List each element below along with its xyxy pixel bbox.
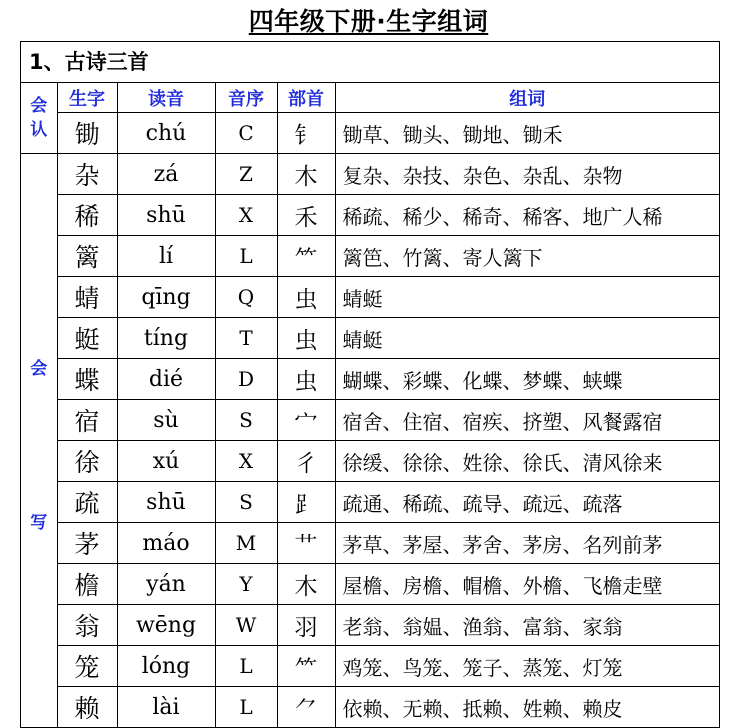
cell-words: 蜻蜓 [335,318,719,359]
table-row [21,318,719,359]
cell-radical: ⺮ [277,646,335,687]
cell-words: 鸡笼、鸟笼、笼子、蒸笼、灯笼 [335,646,719,687]
character-table [21,83,719,728]
table-row [21,646,719,687]
group-label-char: 认 [30,120,48,140]
table-row [21,687,719,728]
cell-radical: 彳 [277,441,335,482]
cell-char: 宿 [57,400,117,441]
cell-words: 徐缓、徐徐、姓徐、徐氏、清风徐来 [335,441,719,482]
group-label-char: 会 [30,359,48,379]
group-label-write [21,154,57,728]
cell-order: X [215,441,277,482]
group-label-recognize [21,83,57,154]
cell-char: 蝶 [57,359,117,400]
cell-words: 茅草、茅屋、茅舍、茅房、名列前茅 [335,523,719,564]
cell-pinyin: lóng [117,646,215,687]
cell-order: L [215,236,277,277]
cell-pinyin: dié [117,359,215,400]
table-row [21,113,719,154]
header-radical: 部首 [277,83,335,113]
cell-order: Z [215,154,277,195]
table-row [21,277,719,318]
table-row [21,359,719,400]
cell-char: 翁 [57,605,117,646]
header-order: 音序 [215,83,277,113]
header-pinyin: 读音 [117,83,215,113]
cell-radical: 木 [277,154,335,195]
cell-order: L [215,687,277,728]
cell-order: X [215,195,277,236]
table-row [21,564,719,605]
cell-radical: 虫 [277,359,335,400]
cell-pinyin: zá [117,154,215,195]
cell-radical: ⺈ [277,687,335,728]
cell-char: 茅 [57,523,117,564]
cell-order: S [215,482,277,523]
header-row [21,83,719,113]
cell-pinyin: tíng [117,318,215,359]
group-label-char: 会 [30,96,48,116]
table-row [21,605,719,646]
cell-order: W [215,605,277,646]
cell-order: C [215,113,277,154]
cell-pinyin: shū [117,195,215,236]
cell-words: 锄草、锄头、锄地、锄禾 [335,113,719,154]
cell-char: 蜻 [57,277,117,318]
table-row [21,441,719,482]
cell-words: 篱笆、竹篱、寄人篱下 [335,236,719,277]
vocabulary-sheet [20,41,720,728]
table-row [21,523,719,564]
cell-pinyin: wēng [117,605,215,646]
cell-radical: 钅 [277,113,335,154]
cell-radical: 虫 [277,277,335,318]
cell-radical: ⺮ [277,236,335,277]
cell-pinyin: yán [117,564,215,605]
table-row [21,482,719,523]
cell-radical: 艹 [277,523,335,564]
cell-char: 篱 [57,236,117,277]
cell-char: 笼 [57,646,117,687]
cell-char: 赖 [57,687,117,728]
cell-radical: 木 [277,564,335,605]
cell-pinyin: qīng [117,277,215,318]
cell-order: Q [215,277,277,318]
cell-words: 疏通、稀疏、疏导、疏远、疏落 [335,482,719,523]
cell-words: 老翁、翁媪、渔翁、富翁、家翁 [335,605,719,646]
group-label-char: 写 [30,513,48,533]
cell-order: Y [215,564,277,605]
cell-radical: ⻊ [277,482,335,523]
cell-pinyin: xú [117,441,215,482]
cell-words: 稀疏、稀少、稀奇、稀客、地广人稀 [335,195,719,236]
cell-pinyin: lí [117,236,215,277]
table-row [21,236,719,277]
cell-order: T [215,318,277,359]
cell-order: D [215,359,277,400]
cell-words: 屋檐、房檐、帽檐、外檐、飞檐走壁 [335,564,719,605]
cell-char: 徐 [57,441,117,482]
cell-pinyin: máo [117,523,215,564]
cell-pinyin: chú [117,113,215,154]
table-row [21,400,719,441]
table-row [21,195,719,236]
section-title: 1、古诗三首 [21,42,719,83]
cell-words: 蝴蝶、彩蝶、化蝶、梦蝶、蛱蝶 [335,359,719,400]
cell-pinyin: sù [117,400,215,441]
header-words: 组词 [335,83,719,113]
cell-char: 蜓 [57,318,117,359]
cell-radical: 虫 [277,318,335,359]
cell-order: S [215,400,277,441]
cell-char: 稀 [57,195,117,236]
cell-radical: 宀 [277,400,335,441]
cell-words: 蜻蜓 [335,277,719,318]
cell-words: 宿舍、住宿、宿疾、挤塑、风餐露宿 [335,400,719,441]
header-char: 生字 [57,83,117,113]
cell-char: 锄 [57,113,117,154]
page-title: 四年级下册·生字组词 [248,7,489,36]
cell-words: 复杂、杂技、杂色、杂乱、杂物 [335,154,719,195]
cell-order: M [215,523,277,564]
cell-pinyin: shū [117,482,215,523]
cell-char: 檐 [57,564,117,605]
cell-words: 依赖、无赖、抵赖、姓赖、赖皮 [335,687,719,728]
cell-order: L [215,646,277,687]
cell-pinyin: lài [117,687,215,728]
cell-radical: 羽 [277,605,335,646]
cell-char: 疏 [57,482,117,523]
table-row [21,154,719,195]
character-table-body [21,83,719,728]
cell-char: 杂 [57,154,117,195]
cell-radical: 禾 [277,195,335,236]
